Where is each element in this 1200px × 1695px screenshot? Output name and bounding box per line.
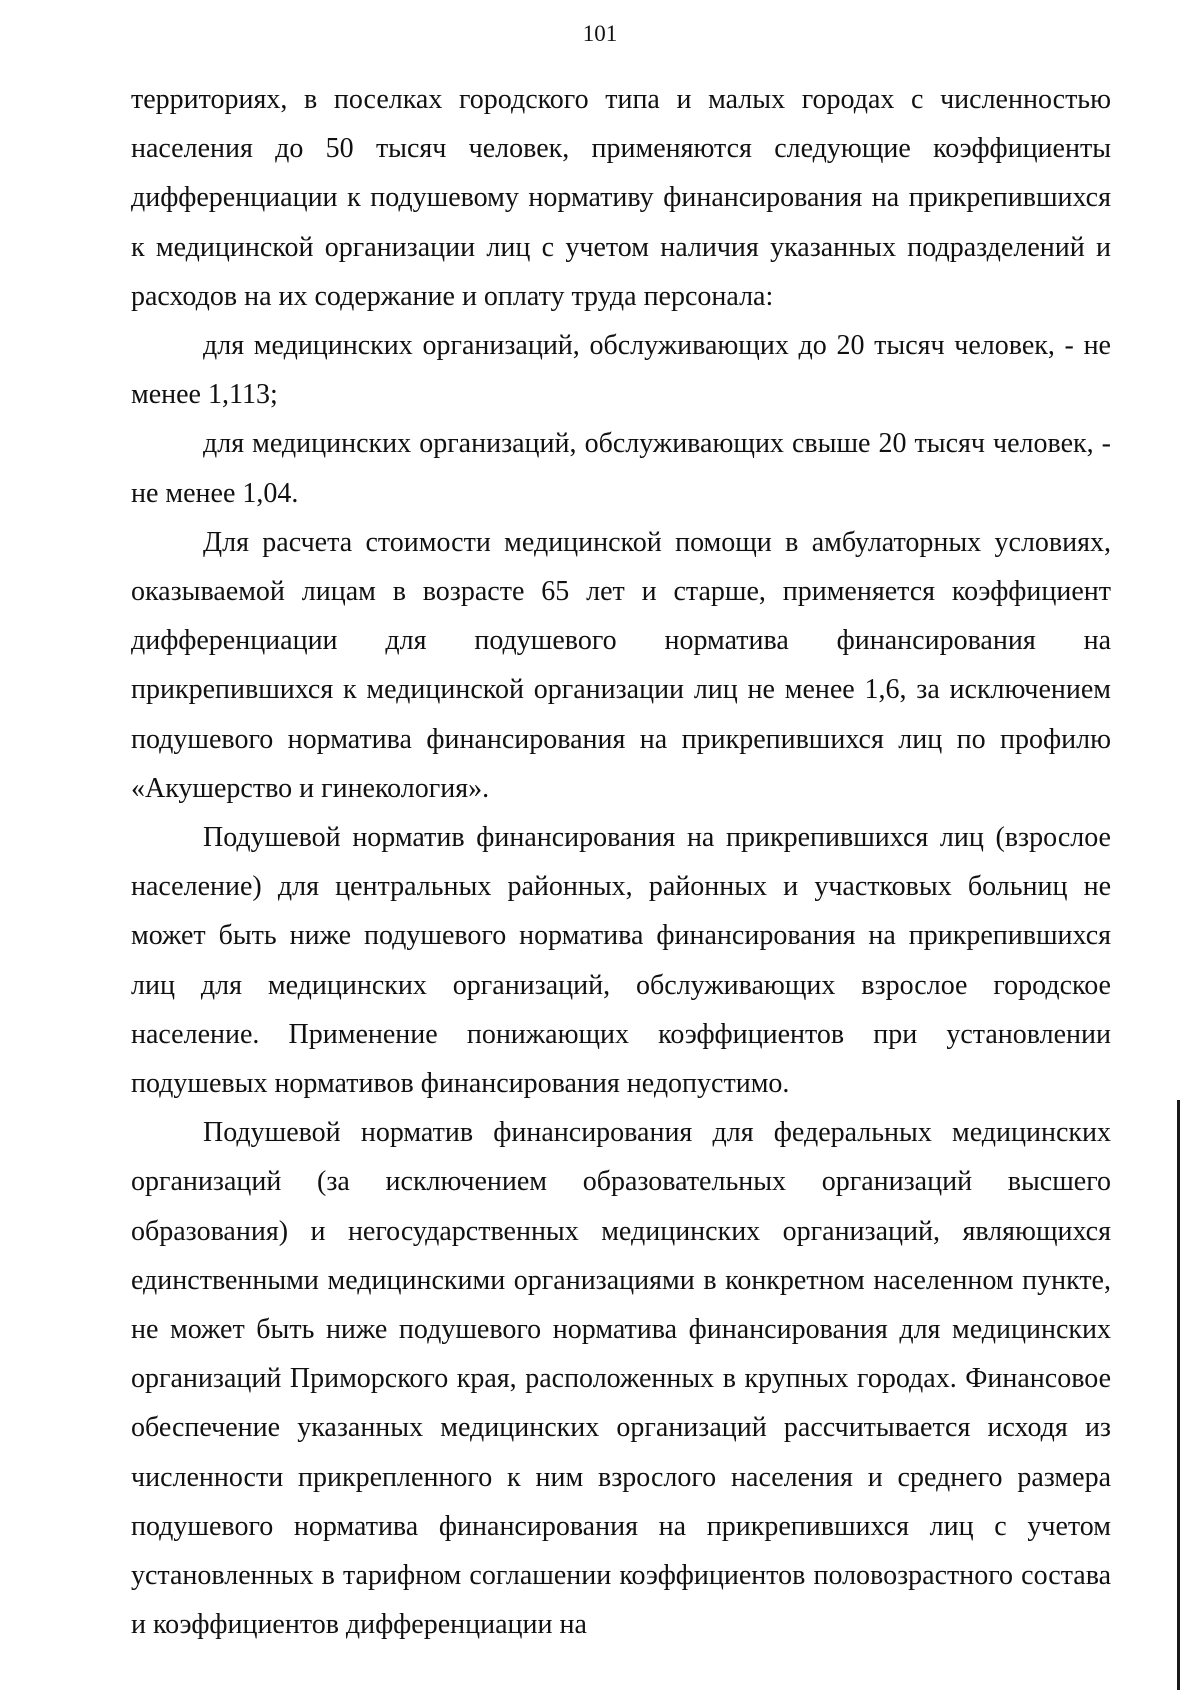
paragraph-5: Подушевой норматив финансирования на прикрепившихся лиц (взрослое население) для центральных районных, районных и участковых больниц не может быть ниже подушевого норматива финансирования на прикрепившихся лиц для медицинских организаций, обслуживающих взрослое городское население. Применение понижающих коэффициентов при установлении подушевых нормативов финансирования недопустимо.: [131, 822, 1111, 1100]
paragraph-2: для медицинских организаций, обслуживающих до 20 тысяч человек, - не менее 1,113;: [131, 330, 1111, 411]
page-number: 101: [582, 21, 618, 46]
document-body: [131, 75, 1111, 1650]
paragraph-1: территориях, в поселках городского типа и малых городах с численностью населения до 50 тысяч человек, применяются следующие коэффициенты дифференциации к подушевому нормативу финансирования на прикрепившихся к медицинской организации лиц с учетом наличия указанных подразделений и расходов на их содержание и оплату труда персонала:: [131, 84, 1111, 312]
scan-edge-line: [1177, 1100, 1180, 1690]
paragraph-6: Подушевой норматив финансирования для федеральных медицинских организаций (за исключением образовательных организаций высшего образования) и негосударственных медицинских организаций, являющихся единственными медицинскими организациями в конкретном населенном пункте, не может быть ниже подушевого норматива финансирования для медицинских организаций Приморского края, расположенных в крупных городах. Финансовое обеспечение указанных медицинских организаций рассчитывается исходя из численности прикрепленного к ним взрослого населения и среднего размера подушевого норматива финансирования на прикрепившихся лиц с учетом установленных в тарифном соглашении коэффициентов половозрастного состава и коэффициентов дифференциации на: [131, 1117, 1111, 1641]
paragraph-3: для медицинских организаций, обслуживающих свыше 20 тысяч человек, - не менее 1,04.: [131, 428, 1111, 509]
paragraph-4: Для расчета стоимости медицинской помощи в амбулаторных условиях, оказываемой лицам в возрасте 65 лет и старше, применяется коэффициент дифференциации для подушевого норматива финансирования на прикрепившихся к медицинской организации лиц не менее 1,6, за исключением подушевого норматива финансирования на прикрепившихся лиц по профилю «Акушерство и гинекология».: [131, 526, 1111, 804]
